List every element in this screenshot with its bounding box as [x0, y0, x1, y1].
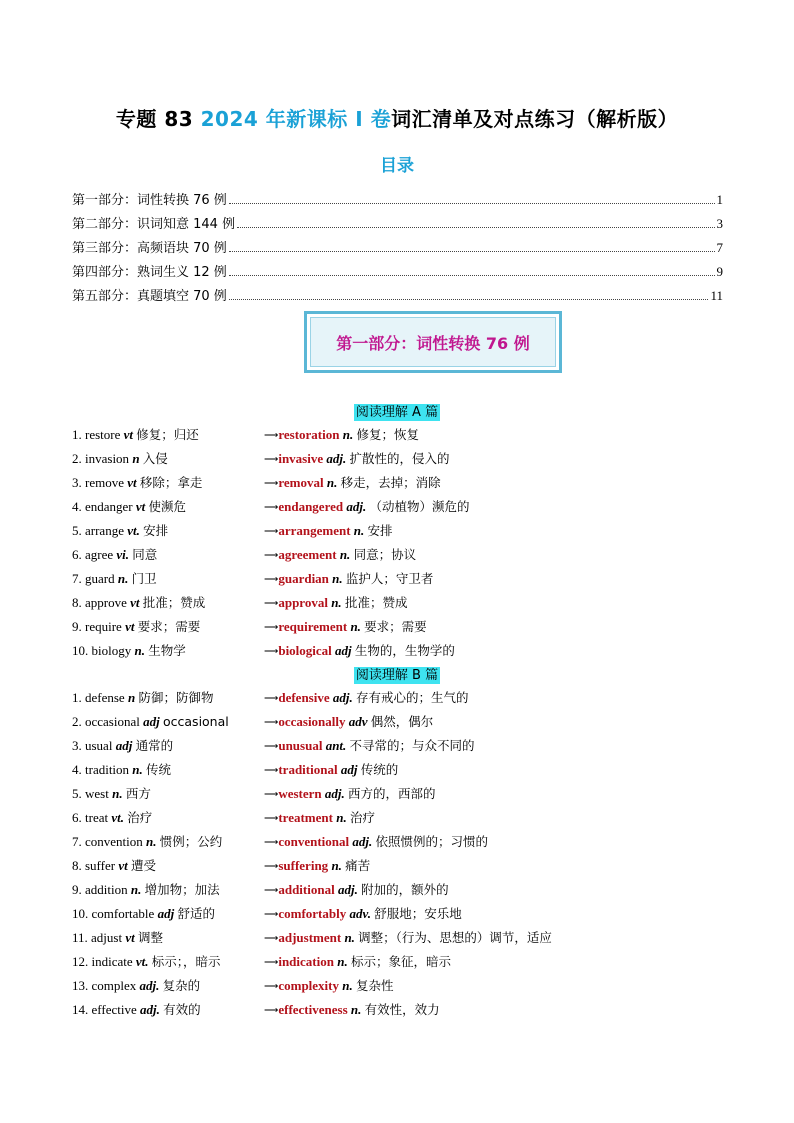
toc-entry-page: 1	[716, 192, 723, 207]
derived-word: endangered	[278, 499, 344, 514]
base-word: 6. treat	[72, 810, 109, 825]
base-meaning: 修复；归还	[136, 427, 199, 442]
base-pos: adj	[115, 738, 133, 753]
derived-pos: ant.	[325, 738, 347, 753]
base-word: 5. west	[72, 786, 109, 801]
toc-entry-page: 3	[716, 216, 723, 231]
arrow-icon: ⟶	[264, 765, 279, 776]
toc-entry-page: 9	[716, 264, 723, 279]
base-entry	[72, 591, 205, 615]
toc-entry[interactable]	[72, 232, 723, 256]
derived-pos: adj	[335, 643, 352, 658]
derived-pos: n.	[344, 930, 355, 945]
base-pos: n.	[112, 786, 123, 801]
derived-meaning: 复杂性	[355, 978, 394, 993]
derived-entry	[264, 758, 398, 783]
derived-word: comfortably	[278, 906, 347, 921]
base-meaning: 舒适的	[177, 906, 215, 921]
derived-meaning: 调整；（行为、思想的）调节，适应	[358, 930, 552, 945]
base-word: 9. addition	[72, 882, 128, 897]
derived-meaning: （动植物）濒危的	[369, 499, 470, 514]
derived-meaning: 附加的，额外的	[361, 882, 449, 897]
base-meaning: 入侵	[142, 451, 168, 466]
derived-meaning: 移走，去掉；消除	[340, 475, 441, 490]
base-entry	[72, 926, 163, 950]
derived-entry	[264, 471, 441, 496]
toc-entry[interactable]	[72, 256, 723, 280]
part-title: 第一部分：词性转换 76 例	[310, 317, 556, 367]
arrow-icon: ⟶	[264, 693, 279, 704]
base-pos: vt	[127, 475, 137, 490]
arrow-icon: ⟶	[264, 550, 279, 561]
derived-word: conventional	[278, 834, 350, 849]
derived-meaning: 安排	[367, 523, 393, 538]
derived-pos: n.	[331, 595, 342, 610]
base-meaning: 防御；防御物	[138, 690, 214, 705]
base-pos: vt.	[135, 954, 149, 969]
base-entry	[72, 639, 186, 663]
base-entry	[72, 854, 156, 878]
derived-entry	[264, 806, 375, 831]
arrow-icon: ⟶	[264, 1005, 279, 1016]
base-pos: vt	[123, 427, 134, 442]
part-title-box	[304, 311, 562, 373]
title-suffix: 词汇清单及对点练习（解析版）	[391, 107, 679, 131]
base-pos: vt	[118, 858, 128, 873]
toc-leader-dots	[229, 299, 709, 300]
vocab-row	[72, 519, 772, 543]
toc-leader-dots	[229, 203, 715, 204]
arrow-icon: ⟶	[264, 430, 279, 441]
derived-word: defensive	[278, 690, 330, 705]
base-pos: vt	[125, 619, 135, 634]
vocab-row	[72, 830, 772, 854]
derived-entry	[264, 519, 393, 544]
base-pos: adj	[157, 906, 175, 921]
base-entry	[72, 806, 152, 830]
derived-entry	[264, 639, 455, 664]
base-word: 10. comfortable	[72, 906, 155, 921]
base-entry	[72, 950, 221, 974]
derived-meaning: 批准；赞成	[344, 595, 408, 610]
toc-entry-label: 第五部分：真题填空 70 例	[72, 289, 227, 304]
derived-entry	[264, 615, 427, 640]
base-pos: vt	[135, 499, 146, 514]
arrow-icon: ⟶	[264, 502, 279, 513]
toc-entry-label: 第一部分：词性转换 76 例	[72, 193, 227, 208]
section-a-list	[72, 423, 772, 663]
base-pos: n.	[132, 762, 143, 777]
vocab-row	[72, 950, 772, 974]
derived-meaning: 西方的，西部的	[348, 786, 436, 801]
page-title	[0, 103, 794, 132]
derived-word: approval	[278, 595, 328, 610]
derived-pos: n.	[339, 547, 351, 562]
derived-entry	[264, 591, 407, 616]
base-word: 5. arrange	[72, 523, 124, 538]
base-pos: n	[127, 690, 136, 705]
base-pos: adj	[143, 714, 160, 729]
vocab-row	[72, 974, 772, 998]
derived-meaning: 依照惯例的；习惯的	[375, 834, 489, 849]
derived-entry	[264, 710, 433, 735]
base-word: 10. biology	[72, 643, 132, 658]
derived-pos: adj.	[337, 882, 358, 897]
base-word: 12. indicate	[72, 954, 133, 969]
base-pos: vt.	[127, 523, 140, 538]
base-meaning: 惯例；公约	[159, 834, 223, 849]
derived-pos: n.	[326, 475, 338, 490]
toc-entry-label: 第三部分：高频语块 70 例	[72, 241, 227, 256]
arrow-icon: ⟶	[264, 933, 279, 944]
base-word: 3. remove	[72, 475, 124, 490]
section-a-label	[0, 401, 794, 420]
base-meaning: 安排	[143, 523, 169, 538]
arrow-icon: ⟶	[264, 646, 279, 657]
arrow-icon: ⟶	[264, 622, 279, 633]
base-entry	[72, 878, 220, 902]
base-meaning: 门卫	[131, 571, 157, 586]
base-meaning: 西方	[125, 786, 151, 801]
vocab-row	[72, 902, 772, 926]
toc-entry[interactable]	[72, 208, 723, 232]
vocab-row	[72, 926, 772, 950]
derived-meaning: 存有戒心的；生气的	[356, 690, 469, 705]
base-pos: adj.	[139, 1002, 160, 1017]
base-pos: n.	[117, 571, 129, 586]
base-entry	[72, 447, 168, 471]
toc-leader-dots	[229, 251, 715, 252]
vocab-row	[72, 710, 772, 734]
base-entry	[72, 998, 201, 1022]
derived-meaning: 舒服地；安乐地	[374, 906, 462, 921]
derived-word: traditional	[278, 762, 338, 777]
vocab-row	[72, 686, 772, 710]
derived-entry	[264, 423, 419, 448]
derived-pos: n.	[350, 1002, 362, 1017]
derived-pos: adj	[340, 762, 358, 777]
base-word: 8. approve	[72, 595, 127, 610]
base-entry	[72, 543, 157, 567]
arrow-icon: ⟶	[264, 526, 279, 537]
derived-pos: n.	[342, 427, 354, 442]
derived-pos: n.	[342, 978, 353, 993]
derived-meaning: 痛苦	[345, 858, 371, 873]
base-entry	[72, 974, 200, 998]
base-entry	[72, 519, 168, 543]
derived-word: requirement	[278, 619, 348, 634]
base-meaning: 生物学	[148, 643, 186, 658]
section-b-list	[72, 686, 772, 1022]
arrow-icon: ⟶	[264, 598, 279, 609]
derived-pos: n.	[350, 619, 361, 634]
toc-leader-dots	[237, 227, 714, 228]
base-word: 11. adjust	[72, 930, 123, 945]
derived-pos: adj.	[346, 499, 367, 514]
derived-word: invasive	[278, 451, 324, 466]
base-pos: vi.	[116, 547, 130, 562]
arrow-icon: ⟶	[264, 789, 279, 800]
derived-meaning: 修复；恢复	[356, 427, 419, 442]
base-meaning: 标示；，暗示	[151, 954, 221, 969]
base-meaning: 增加物；加法	[144, 882, 220, 897]
base-word: 7. convention	[72, 834, 143, 849]
base-entry	[72, 902, 215, 926]
toc-entry-label: 第四部分：熟词生义 12 例	[72, 265, 227, 280]
base-word: 3. usual	[72, 738, 113, 753]
base-entry	[72, 782, 151, 806]
base-meaning: 同意	[132, 547, 158, 562]
table-of-contents	[72, 184, 723, 304]
derived-entry	[264, 950, 451, 975]
derived-word: agreement	[278, 547, 337, 562]
derived-meaning: 偶然，偶尔	[370, 714, 434, 729]
base-pos: adj.	[139, 978, 160, 993]
derived-entry	[264, 926, 552, 951]
vocab-row	[72, 998, 772, 1022]
derived-meaning: 要求；需要	[364, 619, 427, 634]
base-meaning: 调整	[137, 930, 163, 945]
base-word: 4. tradition	[72, 762, 130, 777]
base-entry	[72, 471, 202, 495]
vocab-row	[72, 734, 772, 758]
derived-entry	[264, 902, 462, 927]
base-word: 1. defense	[72, 690, 125, 705]
derived-word: removal	[278, 475, 324, 490]
arrow-icon: ⟶	[264, 981, 279, 992]
arrow-icon: ⟶	[264, 454, 279, 465]
base-pos: vt.	[111, 810, 124, 825]
derived-entry	[264, 567, 433, 592]
base-meaning: 要求；需要	[137, 619, 201, 634]
base-pos: n.	[146, 834, 157, 849]
base-meaning: 传统	[146, 762, 172, 777]
derived-entry	[264, 734, 475, 759]
derived-word: guardian	[278, 571, 329, 586]
title-highlight: 2024 年新课标 I 卷	[200, 107, 392, 131]
base-meaning: 遭受	[130, 858, 156, 873]
derived-pos: n.	[337, 954, 348, 969]
derived-meaning: 标示；象征，暗示	[350, 954, 451, 969]
base-pos: n	[132, 451, 140, 466]
arrow-icon: ⟶	[264, 861, 279, 872]
derived-pos: adj.	[332, 690, 353, 705]
derived-meaning: 传统的	[360, 762, 399, 777]
vocab-row	[72, 543, 772, 567]
base-word: 2. occasional	[72, 714, 140, 729]
derived-pos: n.	[336, 810, 347, 825]
derived-meaning: 同意；协议	[353, 547, 417, 562]
derived-word: adjustment	[278, 930, 342, 945]
derived-entry	[264, 782, 436, 807]
derived-entry	[264, 974, 394, 999]
derived-word: western	[278, 786, 322, 801]
arrow-icon: ⟶	[264, 741, 279, 752]
arrow-icon: ⟶	[264, 813, 279, 824]
base-word: 1. restore	[72, 427, 121, 442]
base-word: 13. complex	[72, 978, 137, 993]
vocab-row	[72, 615, 772, 639]
derived-meaning: 不寻常的；与众不同的	[349, 738, 475, 753]
derived-pos: adj.	[352, 834, 373, 849]
base-word: 9. require	[72, 619, 122, 634]
derived-word: restoration	[278, 427, 340, 442]
derived-word: arrangement	[278, 523, 351, 538]
base-word: 14. effective	[72, 1002, 137, 1017]
base-pos: vt	[125, 930, 135, 945]
derived-word: suffering	[278, 858, 329, 873]
derived-entry	[264, 830, 488, 855]
base-meaning: 复杂的	[162, 978, 201, 993]
base-word: 2. invasion	[72, 451, 130, 466]
derived-word: complexity	[278, 978, 339, 993]
vocab-row	[72, 471, 772, 495]
arrow-icon: ⟶	[264, 574, 279, 585]
derived-word: unusual	[278, 738, 323, 753]
derived-meaning: 监护人；守卫者	[345, 571, 434, 586]
base-meaning: 治疗	[127, 810, 153, 825]
toc-entry-page: 11	[710, 288, 723, 303]
vocab-row	[72, 758, 772, 782]
base-pos: vt	[130, 595, 140, 610]
derived-word: effectiveness	[278, 1002, 348, 1017]
base-meaning: 移除；拿走	[139, 475, 203, 490]
base-entry	[72, 686, 213, 710]
derived-pos: n.	[353, 523, 365, 538]
base-entry	[72, 830, 222, 854]
base-word: 7. guard	[72, 571, 115, 586]
base-entry	[72, 615, 200, 639]
arrow-icon: ⟶	[264, 885, 279, 896]
base-meaning: occasional	[163, 714, 229, 729]
toc-entry[interactable]	[72, 184, 723, 208]
section-b-label-text: 阅读理解 B 篇	[355, 668, 439, 683]
derived-word: biological	[278, 643, 332, 658]
vocab-row	[72, 447, 772, 471]
toc-entry-label: 第二部分：识词知意 144 例	[72, 217, 236, 232]
base-entry	[72, 734, 173, 758]
base-word: 4. endanger	[72, 499, 133, 514]
toc-leader-dots	[229, 275, 715, 276]
toc-entry-page: 7	[716, 240, 723, 255]
derived-pos: n.	[331, 858, 342, 873]
base-meaning: 通常的	[135, 738, 174, 753]
base-entry	[72, 567, 157, 591]
derived-entry	[264, 543, 416, 568]
base-meaning: 使濒危	[148, 499, 187, 514]
vocab-row	[72, 878, 772, 902]
derived-entry	[264, 686, 469, 711]
vocab-row	[72, 591, 772, 615]
section-b-label	[0, 664, 794, 683]
arrow-icon: ⟶	[264, 717, 279, 728]
vocab-row	[72, 423, 772, 447]
derived-pos: adv.	[349, 906, 372, 921]
vocab-row	[72, 854, 772, 878]
derived-pos: adv	[348, 714, 368, 729]
title-prefix: 专题 83	[115, 107, 201, 131]
derived-pos: adj.	[326, 451, 347, 466]
arrow-icon: ⟶	[264, 837, 279, 848]
derived-pos: n.	[332, 571, 343, 586]
arrow-icon: ⟶	[264, 478, 279, 489]
derived-meaning: 治疗	[349, 810, 375, 825]
derived-meaning: 扩散性的，侵入的	[349, 451, 450, 466]
vocab-row	[72, 782, 772, 806]
derived-word: treatment	[278, 810, 333, 825]
derived-meaning: 生物的，生物学的	[354, 643, 455, 658]
derived-entry	[264, 854, 370, 879]
base-meaning: 有效的	[163, 1002, 201, 1017]
base-pos: n.	[134, 643, 145, 658]
derived-word: indication	[278, 954, 334, 969]
base-entry	[72, 423, 199, 447]
toc-entry[interactable]	[72, 280, 723, 304]
base-meaning: 批准；赞成	[142, 595, 206, 610]
vocab-row	[72, 495, 772, 519]
toc-heading: 目录	[380, 156, 414, 176]
derived-word: additional	[278, 882, 335, 897]
derived-entry	[264, 998, 440, 1023]
base-entry	[72, 710, 229, 734]
derived-meaning: 有效性，效力	[364, 1002, 440, 1017]
vocab-row	[72, 639, 772, 663]
derived-entry	[264, 878, 449, 903]
base-entry	[72, 758, 171, 782]
base-word: 6. agree	[72, 547, 114, 562]
base-word: 8. suffer	[72, 858, 116, 873]
derived-word: occasionally	[278, 714, 346, 729]
derived-pos: adj.	[324, 786, 345, 801]
vocab-row	[72, 806, 772, 830]
base-entry	[72, 495, 186, 519]
vocab-row	[72, 567, 772, 591]
derived-entry	[264, 447, 450, 472]
arrow-icon: ⟶	[264, 909, 279, 920]
derived-entry	[264, 495, 470, 520]
arrow-icon: ⟶	[264, 957, 279, 968]
section-a-label-text: 阅读理解 A 篇	[355, 405, 439, 420]
base-pos: n.	[130, 882, 142, 897]
